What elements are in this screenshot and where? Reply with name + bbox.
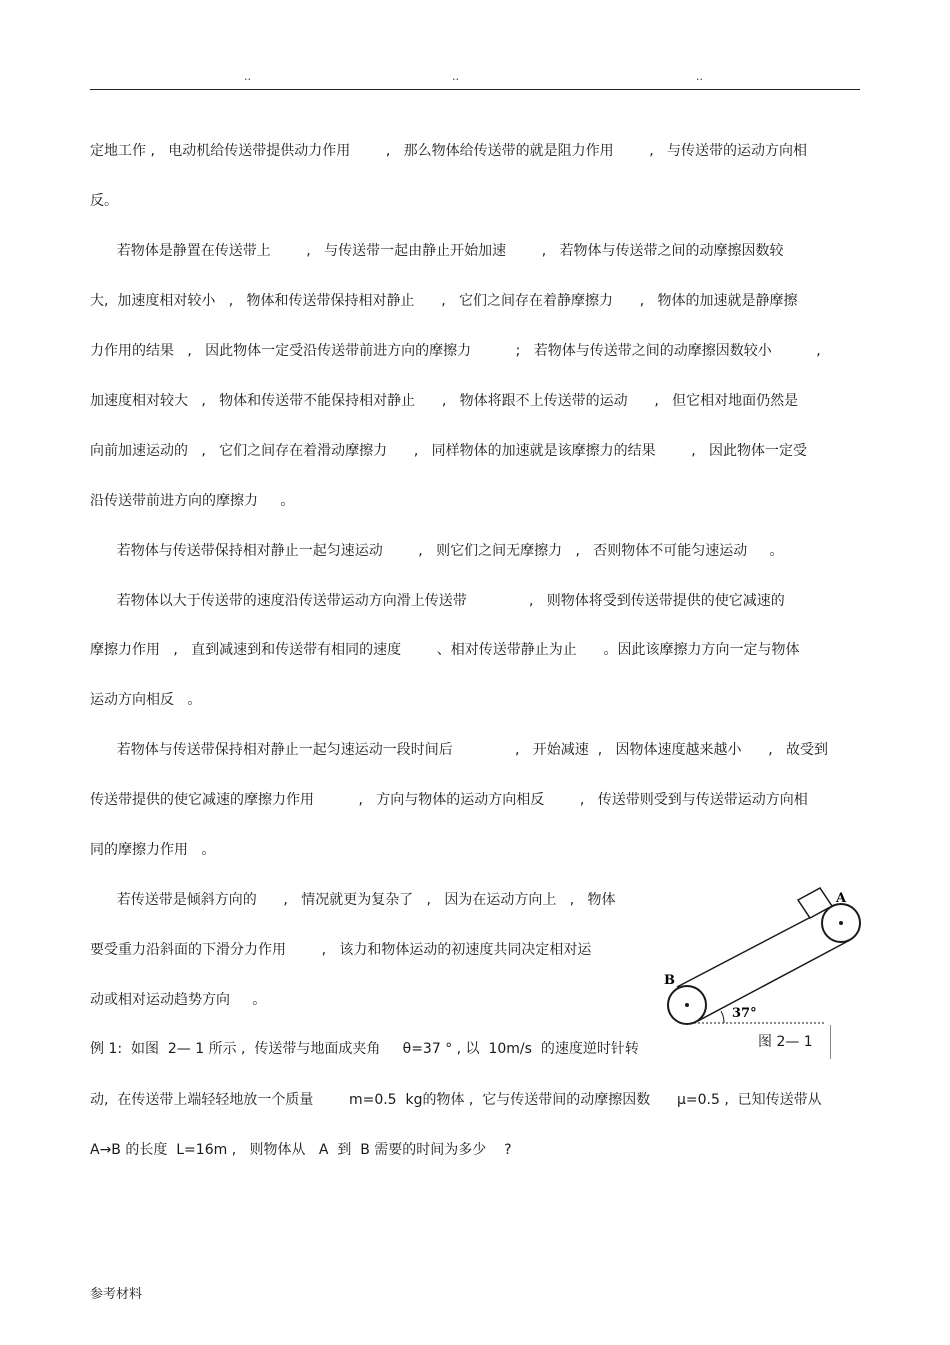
body-line: 传送带提供的使它减速的摩擦力作用 , 方向与物体的运动方向相反 , 传送带则受到与传送带运动方向相 (90, 792, 808, 808)
body-line: 加速度相对较大 , 物体和传送带不能保持相对静止 , 物体将跟不上传送带的运动 , 但它相对地面仍然是 (90, 393, 799, 409)
angle-label: 37° (732, 1006, 757, 1021)
body-line: 同的摩擦力作用 。 (90, 842, 216, 858)
body-line: 若物体是静置在传送带上 , 与传送带一起由静止开始加速 , 若物体与传送带之间的动摩擦因数较 (90, 243, 784, 259)
header-mark-1: .. (244, 70, 251, 83)
conveyor-diagram (650, 880, 870, 1025)
example-line: 动, 在传送带上端轻轻地放一个质量 m=0.5 kg的物体 , 它与传送带间的动摩擦因数 μ=0.5 , 已知传送带从 (90, 1092, 822, 1108)
body-line: 若物体与传送带保持相对静止一起匀速运动一段时间后 , 开始减速 , 因物体速度越来越小 , 故受到 (90, 742, 829, 758)
body-line: 动或相对运动趋势方向 。 (90, 992, 267, 1008)
caption-divider (830, 1025, 831, 1059)
footer-text: 参考材料 (90, 1287, 143, 1302)
body-line: 若物体与传送带保持相对静止一起匀速运动 , 则它们之间无摩擦力 , 否则物体不可能匀速运动 。 (90, 543, 784, 559)
body-line: 定地工作 , 电动机给传送带提供动力作用 , 那么物体给传送带的就是阻力作用 , 与传送带的运动方向相 (90, 143, 808, 159)
body-line: 向前加速运动的 , 它们之间存在着滑动摩擦力 , 同样物体的加速就是该摩擦力的结果 , 因此物体一定受 (90, 443, 808, 459)
body-line: 沿传送带前进方向的摩擦力 。 (90, 493, 295, 509)
body-line: 摩擦力作用 , 直到减速到和传送带有相同的速度 、相对传送带静止为止 。因此该摩擦力方向一定与物体 (90, 642, 800, 658)
body-line: 力作用的结果 , 因此物体一定受沿传送带前进方向的摩擦力 ; 若物体与传送带之间的动摩擦因数较小 , (90, 343, 821, 359)
body-line: 若传送带是倾斜方向的 , 情况就更为复杂了 , 因为在运动方向上 , 物体 (90, 892, 616, 908)
label-b: B (664, 973, 675, 988)
header-rule (90, 89, 860, 90)
figure-caption: 图 2— 1 (758, 1034, 813, 1050)
body-line: 要受重力沿斜面的下滑分力作用 , 该力和物体运动的初速度共同决定相对运 (90, 942, 592, 958)
example-line: 例 1: 如图 2— 1 所示 , 传送带与地面成夹角 θ=37 ° , 以 10m/s 的速度逆时针转 (90, 1041, 639, 1057)
header-mark-3: .. (696, 70, 703, 83)
body-line: 大, 加速度相对较小 , 物体和传送带保持相对静止 , 它们之间存在着静摩擦力 , 物体的加速就是静摩擦 (90, 293, 798, 309)
body-line: 运动方向相反 。 (90, 692, 202, 708)
label-a: A (836, 891, 847, 906)
body-line: 若物体以大于传送带的速度沿传送带运动方向滑上传送带 , 则物体将受到传送带提供的使它减速的 (90, 593, 785, 609)
example-line: A→B 的长度 L=16m , 则物体从 A 到 B 需要的时间为多少 ? (90, 1142, 512, 1158)
conveyor-figure (650, 880, 870, 1060)
body-line: 反。 (90, 193, 118, 209)
header-mark-2: .. (452, 70, 459, 83)
